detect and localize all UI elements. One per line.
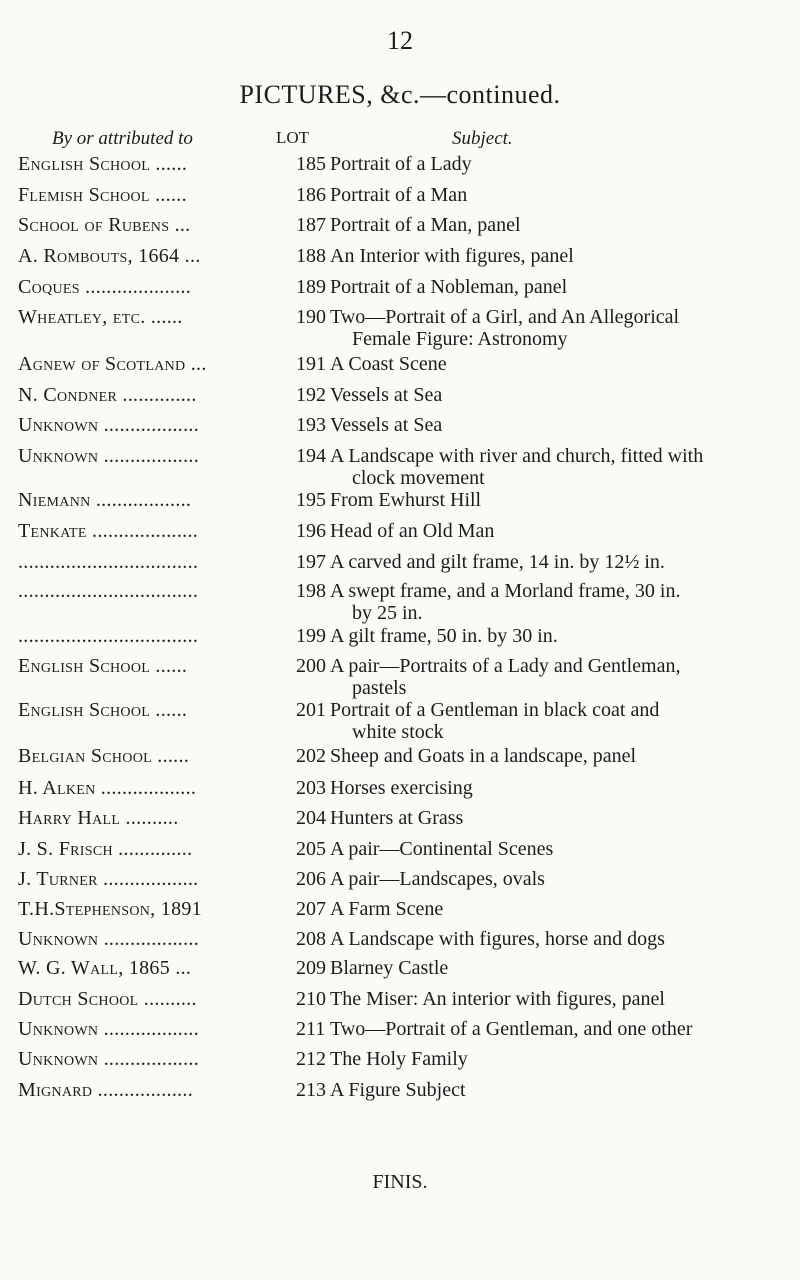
entry-artist: W. G. Wall, 1865 ...	[18, 957, 192, 979]
entry-lot-number: 205	[296, 838, 326, 860]
entry-artist: ..................................	[18, 551, 199, 573]
entry-lot-number: 211	[296, 1018, 326, 1040]
entry-lot-number: 212	[296, 1048, 326, 1070]
entry-artist: Agnew of Scotland ...	[18, 353, 207, 375]
entry-subject-text: Portrait of a Man, panel	[330, 214, 521, 236]
page-number: 12	[387, 26, 413, 55]
entry-artist: H. Alken ..................	[18, 777, 197, 799]
entry-artist: Tenkate ....................	[18, 520, 199, 542]
entry-lot-number: 207	[296, 898, 326, 920]
entry-lot-number: 209	[296, 957, 326, 979]
entry-artist: Unknown ..................	[18, 1018, 200, 1040]
entry-subject	[330, 384, 782, 406]
entry-subject	[330, 1048, 782, 1070]
entry-subject-text: Head of an Old Man	[330, 520, 495, 542]
entry-subject	[330, 214, 782, 236]
entry-lot-number: 213	[296, 1079, 326, 1101]
entry-lot-number: 203	[296, 777, 326, 799]
entry-subject-text: Vessels at Sea	[330, 414, 443, 436]
entry-artist: English School ......	[18, 153, 188, 175]
entry-subject-text: A Figure Subject	[330, 1079, 466, 1101]
page-heading: PICTURES, &c.—continued.	[239, 80, 561, 109]
entry-artist: ..................................	[18, 580, 199, 602]
entry-lot-number: 201	[296, 699, 326, 721]
entry-lot-number: 187	[296, 214, 326, 236]
entry-lot-number: 188	[296, 245, 326, 267]
entry-subject	[330, 245, 782, 267]
entry-subject-text: An Interior with figures, panel	[330, 245, 574, 267]
entry-lot-number: 190	[296, 306, 326, 328]
entry-subject	[330, 745, 782, 767]
entry-subject-text: A pair—Continental Scenes	[330, 838, 554, 860]
entry-lot-number: 193	[296, 414, 326, 436]
entry-artist: ..................................	[18, 625, 199, 647]
entry-lot-number: 195	[296, 489, 326, 511]
entry-artist: English School ......	[18, 699, 188, 721]
entry-subject-text: Portrait of a Nobleman, panel	[330, 276, 568, 298]
entry-lot-number: 206	[296, 868, 326, 890]
entry-lot-number: 194	[296, 445, 326, 467]
entry-artist: J. Turner ..................	[18, 868, 199, 890]
entry-subject-text: From Ewhurst Hill	[330, 489, 482, 511]
entry-subject	[330, 306, 782, 350]
entry-artist: Belgian School ......	[18, 745, 190, 767]
entry-subject-text: The Holy Family	[330, 1048, 468, 1070]
entry-subject	[330, 153, 782, 175]
entry-lot-number: 192	[296, 384, 326, 406]
entry-subject-text: Hunters at Grass	[330, 807, 464, 829]
entry-lot-number: 186	[296, 184, 326, 206]
entry-subject	[330, 580, 782, 624]
entry-artist: Unknown ..................	[18, 445, 200, 467]
column-header-artist: By or attributed to	[52, 128, 193, 149]
entry-subject-text: Horses exercising	[330, 777, 473, 799]
entry-subject	[330, 928, 782, 950]
entry-artist: Unknown ..................	[18, 1048, 200, 1070]
entry-subject	[330, 655, 782, 699]
entry-artist: Unknown ..................	[18, 928, 200, 950]
entry-artist: Dutch School ..........	[18, 988, 197, 1010]
entry-subject-text: Sheep and Goats in a landscape, panel	[330, 745, 637, 767]
entry-artist: N. Condner ..............	[18, 384, 197, 406]
entry-subject-text: Two—Portrait of a Gentleman, and one other	[330, 1018, 693, 1040]
entry-subject	[330, 838, 782, 860]
entry-artist: English School ......	[18, 655, 188, 677]
entry-artist: Niemann ..................	[18, 489, 192, 511]
entry-lot-number: 200	[296, 655, 326, 677]
entry-subject-continuation: pastels	[352, 677, 407, 699]
entry-subject	[330, 1079, 782, 1101]
entry-subject-text: A Farm Scene	[330, 898, 444, 920]
entry-subject-text: Blarney Castle	[330, 957, 449, 979]
finis-mark: FINIS.	[372, 1171, 428, 1193]
entry-subject-continuation: Female Figure: Astronomy	[352, 328, 568, 350]
entry-artist: T.H.Stephenson, 1891	[18, 898, 202, 920]
entry-subject-text: The Miser: An interior with figures, panel	[330, 988, 665, 1010]
column-header-lot: LOT	[276, 128, 310, 147]
entry-subject-continuation: white stock	[352, 721, 444, 743]
entry-artist: Unknown ..................	[18, 414, 200, 436]
entry-subject-text: Portrait of a Man	[330, 184, 468, 206]
entry-lot-number: 185	[296, 153, 326, 175]
entry-lot-number: 191	[296, 353, 326, 375]
entry-subject	[330, 699, 782, 743]
entry-subject	[330, 276, 782, 298]
entry-subject	[330, 414, 782, 436]
entry-lot-number: 189	[296, 276, 326, 298]
entry-subject	[330, 489, 782, 511]
entry-subject	[330, 1018, 782, 1040]
entry-subject	[330, 184, 782, 206]
entry-artist: Wheatley, etc. ......	[18, 306, 183, 328]
entry-subject-text: A gilt frame, 50 in. by 30 in.	[330, 625, 558, 647]
entry-subject	[330, 353, 782, 375]
entry-subject	[330, 777, 782, 799]
entry-subject	[330, 551, 782, 573]
entry-subject	[330, 807, 782, 829]
entry-lot-number: 196	[296, 520, 326, 542]
entry-lot-number: 204	[296, 807, 326, 829]
entry-subject	[330, 520, 782, 542]
entry-artist: J. S. Frisch ..............	[18, 838, 193, 860]
entry-subject	[330, 988, 782, 1010]
entry-subject-text: Vessels at Sea	[330, 384, 443, 406]
entry-artist: Harry Hall ..........	[18, 807, 179, 829]
entry-lot-number: 199	[296, 625, 326, 647]
entry-subject-text: Portrait of a Gentleman in black coat and	[330, 699, 660, 721]
entry-subject-continuation: by 25 in.	[352, 602, 423, 624]
entry-artist: A. Rombouts, 1664 ...	[18, 245, 201, 267]
entry-subject-text: A swept frame, and a Morland frame, 30 in.	[330, 580, 681, 602]
entry-artist: Flemish School ......	[18, 184, 187, 206]
entry-artist: School of Rubens ...	[18, 214, 191, 236]
entry-subject-text: A Landscape with river and church, fitted with	[330, 445, 704, 467]
entry-subject	[330, 868, 782, 890]
entry-lot-number: 198	[296, 580, 326, 602]
entry-subject-text: A carved and gilt frame, 14 in. by 12½ in.	[330, 551, 665, 573]
entry-lot-number: 197	[296, 551, 326, 573]
entry-subject-text: Portrait of a Lady	[330, 153, 472, 175]
entry-subject-text: A pair—Landscapes, ovals	[330, 868, 545, 890]
entry-artist: Coques ....................	[18, 276, 192, 298]
entry-subject	[330, 898, 782, 920]
entry-lot-number: 210	[296, 988, 326, 1010]
entry-subject-text: Two—Portrait of a Girl, and An Allegorical	[330, 306, 680, 328]
entry-subject-text: A pair—Portraits of a Lady and Gentleman,	[330, 655, 681, 677]
entry-subject-continuation: clock movement	[352, 467, 485, 489]
entry-lot-number: 202	[296, 745, 326, 767]
entry-subject-text: A Coast Scene	[330, 353, 447, 375]
entry-subject	[330, 445, 782, 489]
entry-lot-number: 208	[296, 928, 326, 950]
entry-subject	[330, 625, 782, 647]
entry-subject	[330, 957, 782, 979]
entry-subject-text: A Landscape with figures, horse and dogs	[330, 928, 665, 950]
column-header-subject: Subject.	[452, 128, 513, 149]
entry-artist: Mignard ..................	[18, 1079, 194, 1101]
